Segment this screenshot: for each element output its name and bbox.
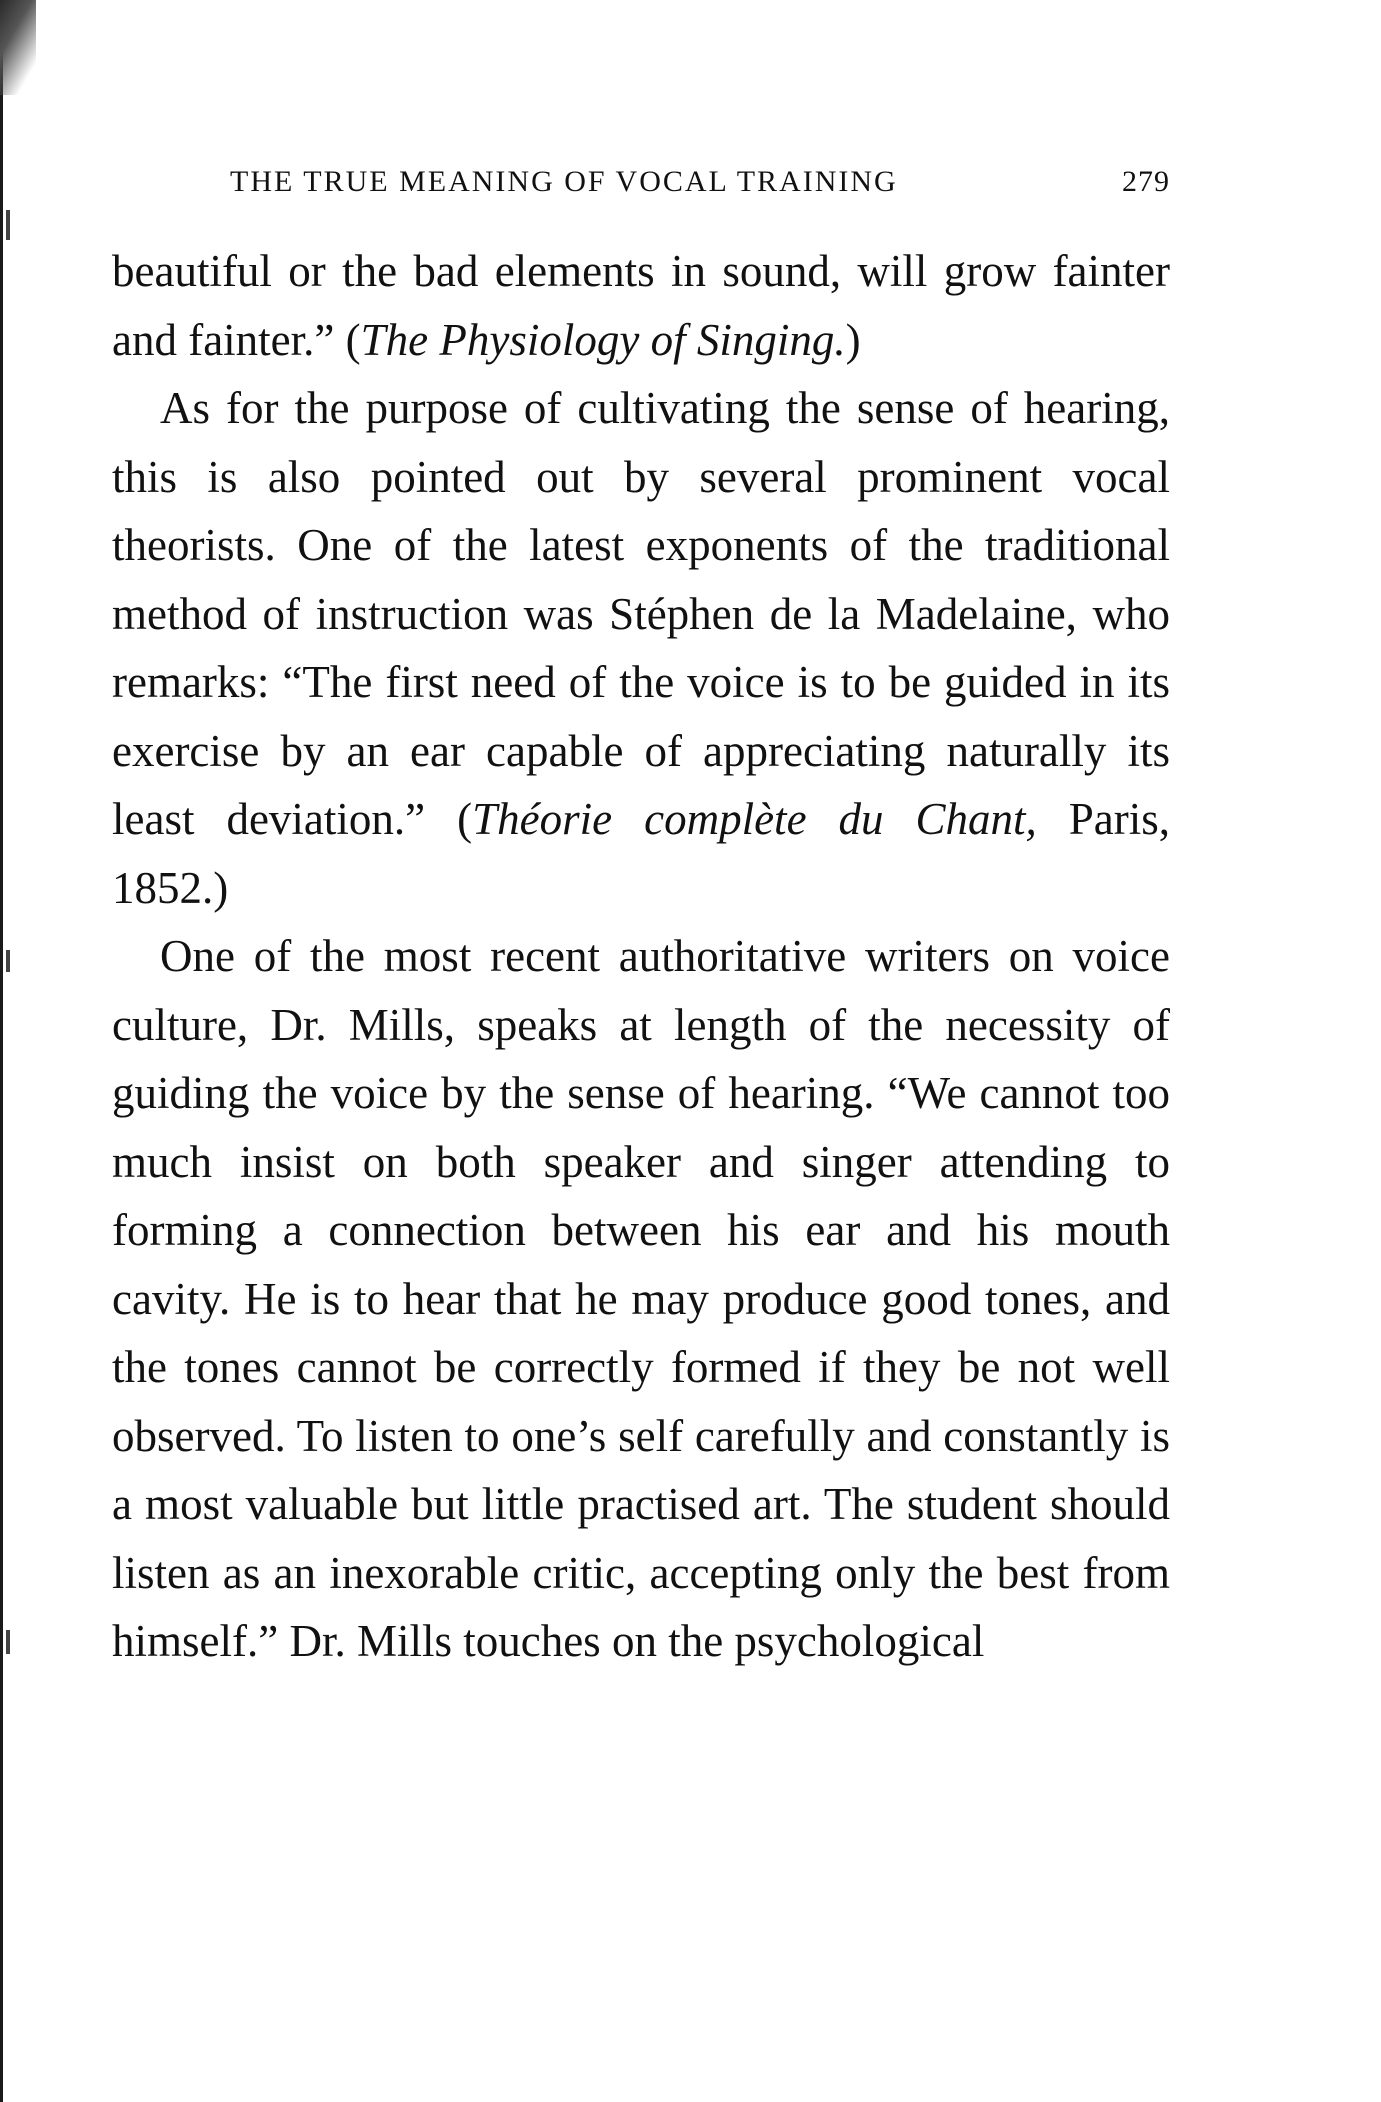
scan-page-edge [0,0,15,2102]
paragraph-3-text: One of the most recent authoritative writers on voice culture, Dr. Mills, speaks at length of the necessity of guiding the voice by the sense of hearing. “We cannot too much insist on both speaker and singer attending to forming a connection between his ear and his mouth cavity. He is to hear that he may produce good tones, and the tones cannot be correctly formed if they be not well observed. To listen to one’s self carefully and constantly is a most valuable but little practised art. The student should listen as an inexorable critic, accepting only the best from himself.” Dr. Mills touches on the psychological [112,931,1170,1666]
citation-rest: Paris, 1852.) [112,794,1171,913]
scan-edge-mark [6,1630,10,1654]
citation-title: Théorie complète du Chant, [472,794,1037,844]
running-header [230,165,1170,199]
scan-edge-mark [6,210,10,240]
paragraph-2-text: As for the purpose of cultivating the sense of hearing, this is also pointed out by several prominent vocal theorists. One of the latest exponents of the traditional method of instruction was Stéphen de la Madelaine, who remarks: “The first need of the voice is to be guided in its exercise by an ear capable of appreciating naturally its least deviation.” [112,383,1170,844]
citation-open: ( [457,794,473,844]
paragraph-1 [112,237,1170,374]
scan-corner-shadow [0,0,36,95]
page-number: 279 [1122,165,1170,198]
citation-close: ) [845,314,861,365]
paragraph-3 [112,922,1170,1676]
running-title: THE TRUE MEANING OF VOCAL TRAINING [230,165,898,198]
paragraph-1-text: beautiful or the bad elements in sound, will grow fainter and fainter.” [112,246,1170,365]
paragraph-2 [112,374,1170,922]
scan-edge-mark [6,950,10,972]
citation-title: The Physiology of Singing. [360,314,846,365]
citation-open: ( [345,314,361,365]
page-body [112,237,1170,1676]
